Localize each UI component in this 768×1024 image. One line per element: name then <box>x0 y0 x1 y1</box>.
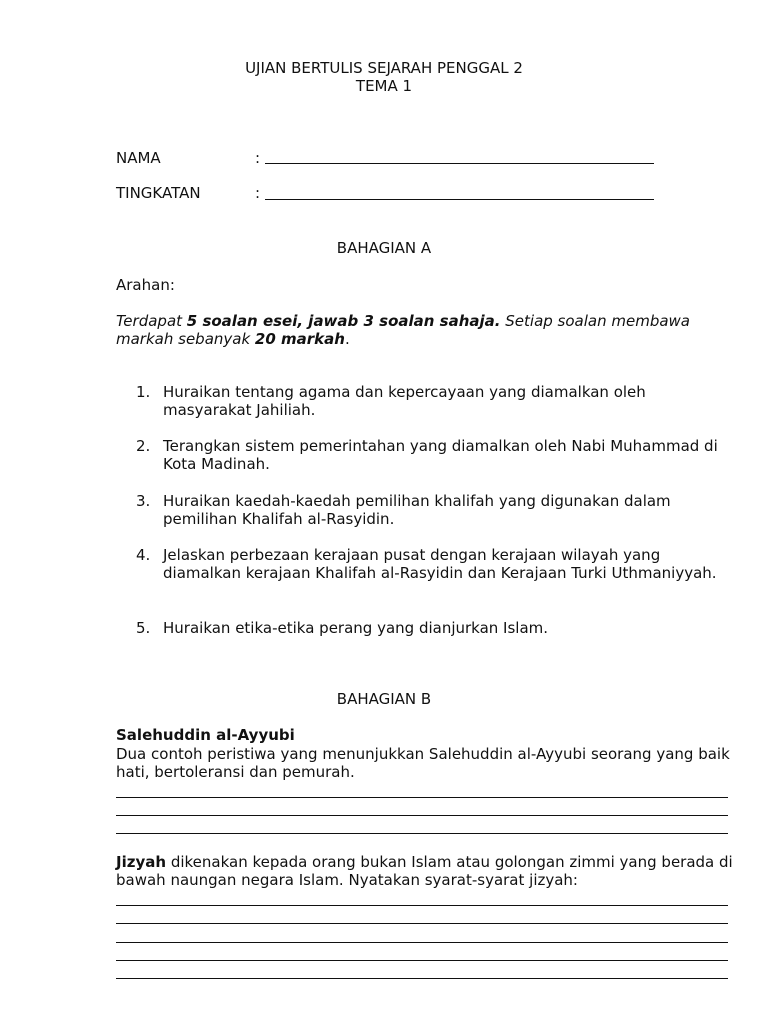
answer-line[interactable] <box>116 815 728 816</box>
question-item: 5. Huraikan etika-etika perang yang dianjurkan Islam. <box>136 619 549 637</box>
question-item: 1. Huraikan tentang agama dan kepercayaan yang diamalkan oleh masyarakat Jahiliah. <box>136 383 646 419</box>
instruction-text: Terdapat 5 soalan esei, jawab 3 soalan sahaja. Setiap soalan membawa markah sebanyak 20 markah. <box>116 312 690 348</box>
question-item: 3. Huraikan kaedah-kaedah pemilihan khalifah yang digunakan dalam pemilihan Khalifah al-Rasyidin. <box>136 492 671 528</box>
section-a-heading: BAHAGIAN A <box>336 239 432 257</box>
name-answer-line[interactable] <box>265 163 654 164</box>
item1-question: Dua contoh peristiwa yang menunjukkan Salehuddin al-Ayyubi seorang yang baik hati, bertoleransi dan pemurah. <box>116 745 730 781</box>
class-label: TINGKATAN <box>116 184 201 202</box>
class-answer-line[interactable] <box>265 199 654 200</box>
question-item: 4. Jelaskan perbezaan kerajaan pusat dengan kerajaan wilayah yang diamalkan kerajaan Khalifah al-Rasyidin dan Kerajaan Turki Uthmaniyyah. <box>136 546 717 582</box>
answer-line[interactable] <box>116 960 728 961</box>
instruction-label: Arahan: <box>116 276 175 294</box>
answer-line[interactable] <box>116 942 728 943</box>
answer-line[interactable] <box>116 978 728 979</box>
exam-title: UJIAN BERTULIS SEJARAH PENGGAL 2 <box>245 59 523 77</box>
item1-title: Salehuddin al-Ayyubi <box>116 726 295 744</box>
answer-line[interactable] <box>116 923 728 924</box>
section-b-heading: BAHAGIAN B <box>336 690 432 708</box>
answer-line[interactable] <box>116 833 728 834</box>
question-item: 2. Terangkan sistem pemerintahan yang diamalkan oleh Nabi Muhammad di Kota Madinah. <box>136 437 718 473</box>
class-colon: : <box>255 184 261 202</box>
answer-line[interactable] <box>116 797 728 798</box>
exam-subtitle: TEMA 1 <box>355 77 413 95</box>
item2-question: Jizyah dikenakan kepada orang bukan Islam atau golongan zimmi yang berada di bawah naungan negara Islam. Nyatakan syarat-syarat jizyah: <box>116 853 733 889</box>
answer-line[interactable] <box>116 905 728 906</box>
name-colon: : <box>255 149 261 167</box>
name-label: NAMA <box>116 149 161 167</box>
